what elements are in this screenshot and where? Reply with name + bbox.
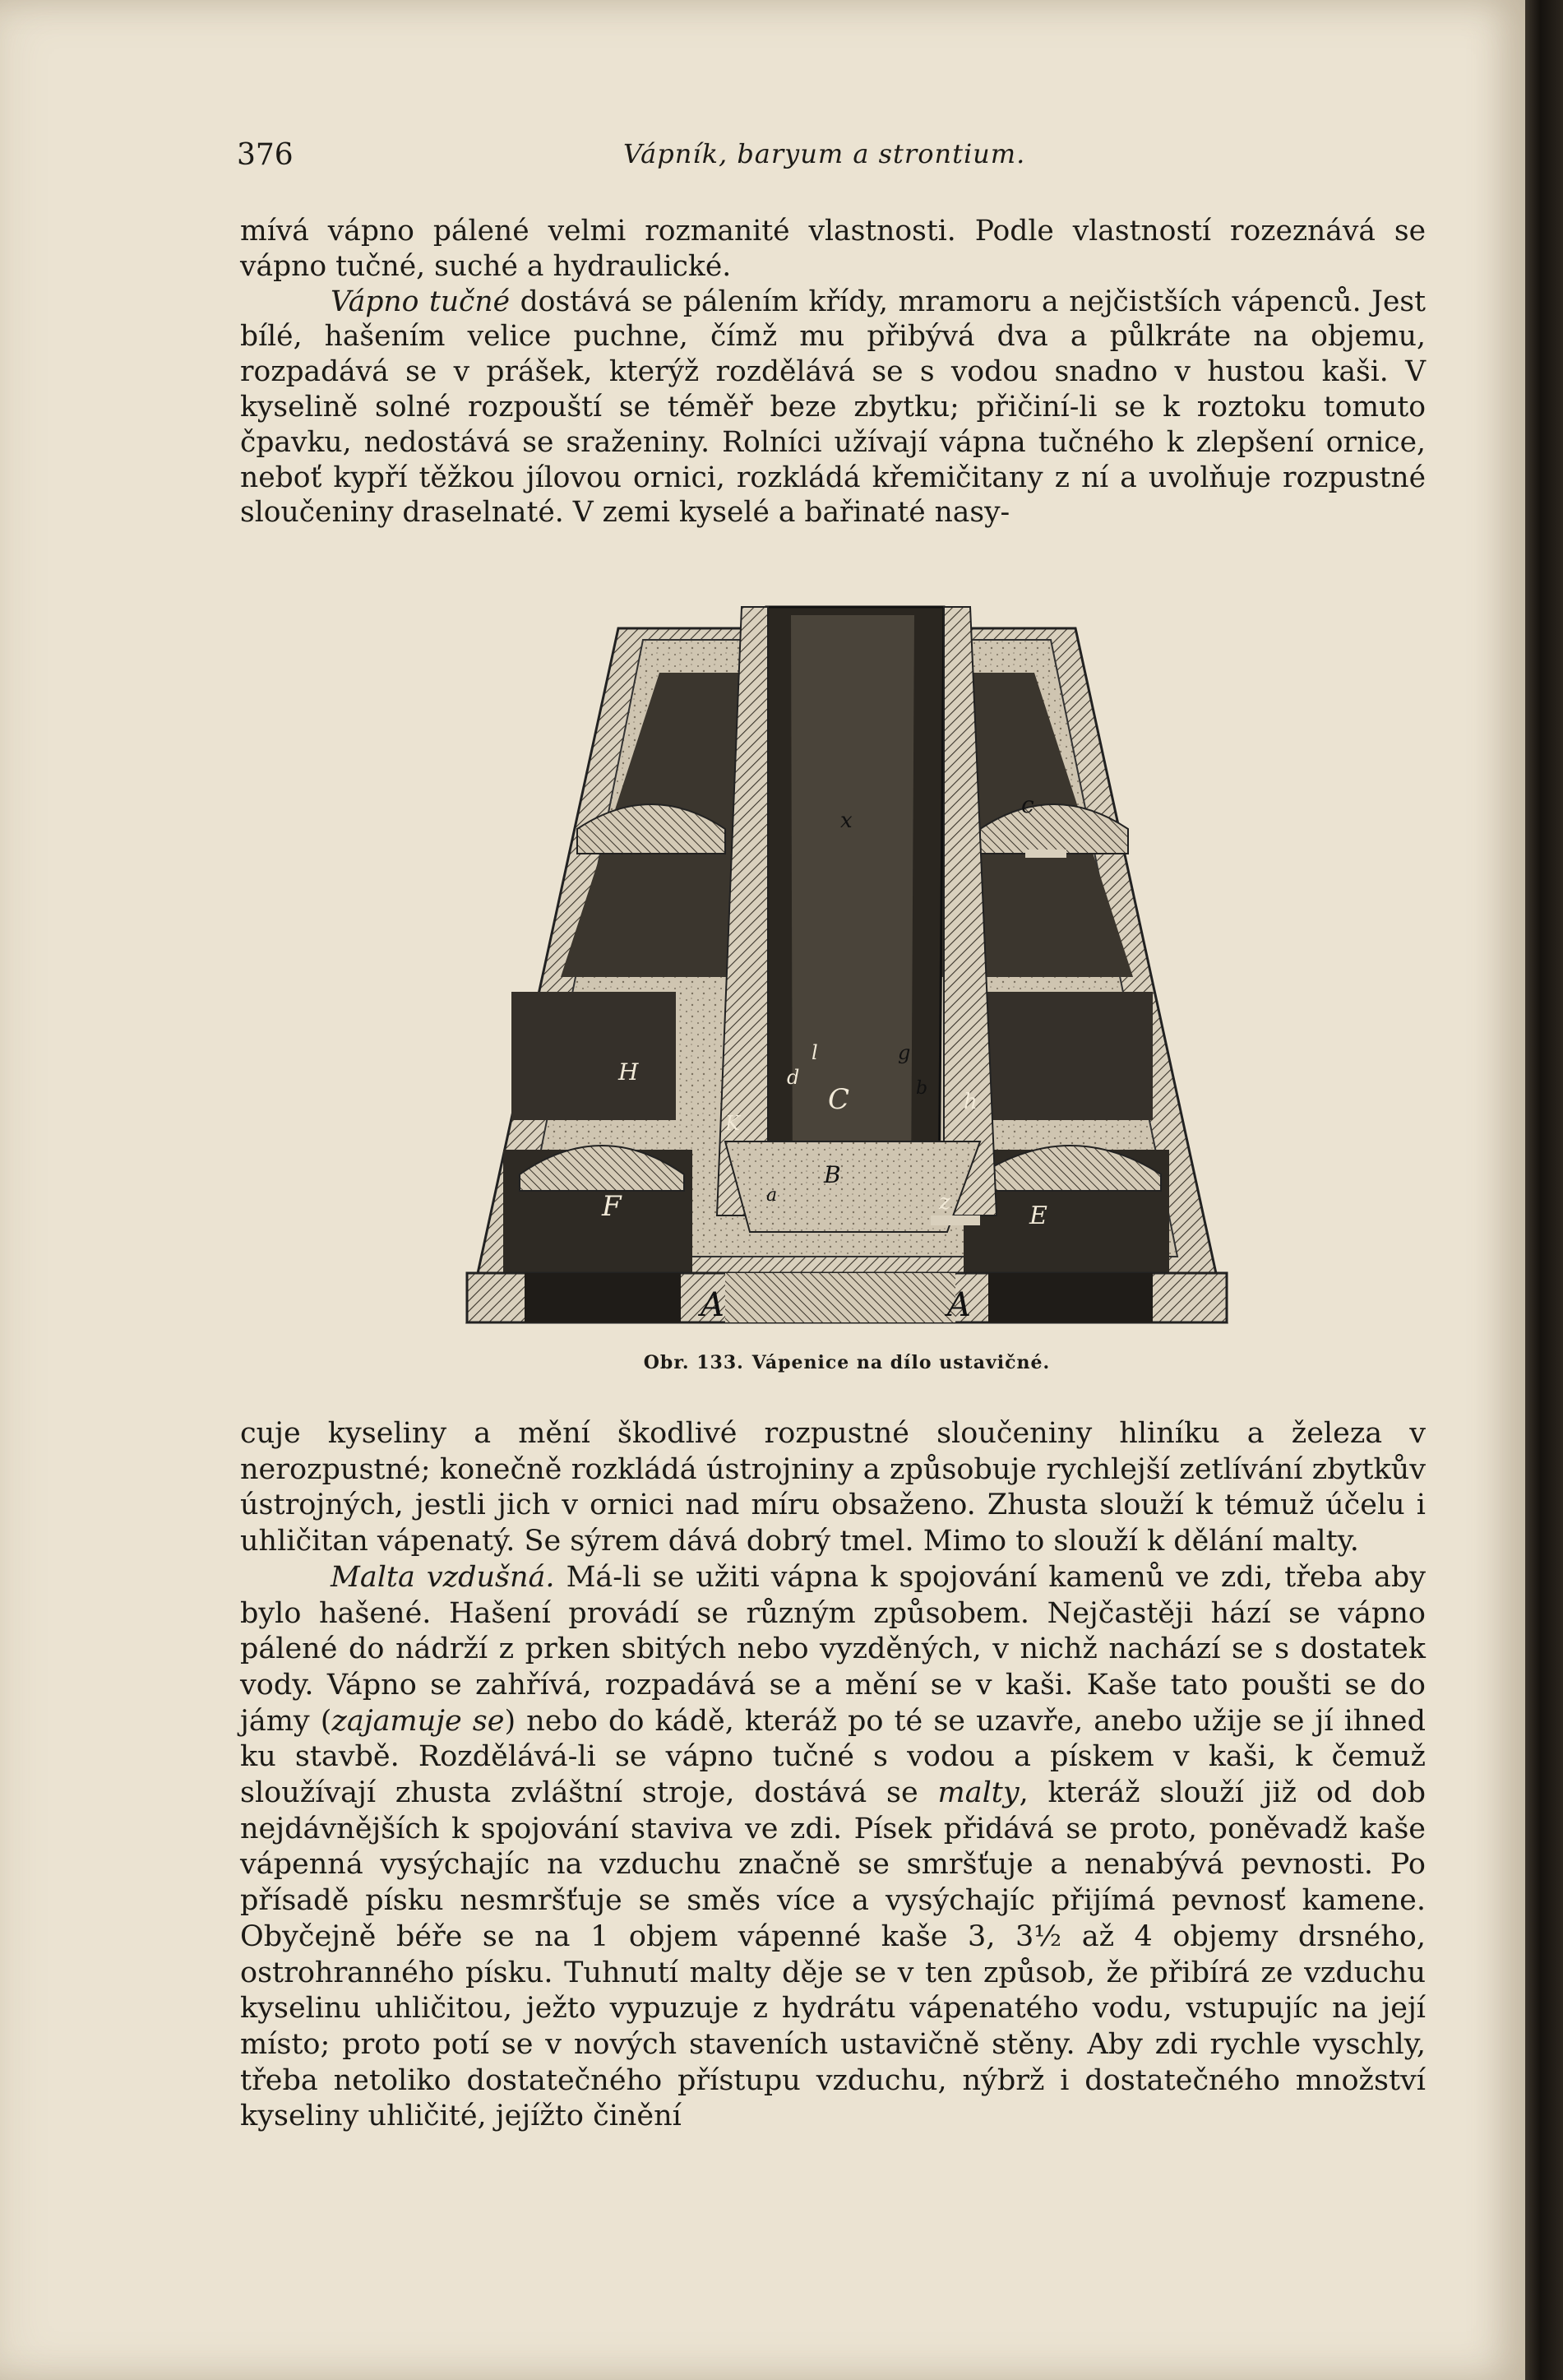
figure-caption: [444, 1352, 1250, 1373]
label-h: h: [964, 1090, 978, 1114]
paragraph-3: cuje kyseliny a mění škodlivé rozpustné sloučeniny hliníku a železa v nerozpustné; konečně rozkládá ústrojniny a způsobuje rychlejší zetlívání zbytkův ústrojných, jestli jich v ornici nad míru obsaženo. Zhusta slouží k témuž účelu i uhličitan vápenatý. Se sýrem dává dobrý tmel. Mimo to slouží k dělání malty.: [240, 1417, 1426, 1558]
paragraph-4-text-b: ) nebo do kádě, kteráž po té se uzavře, anebo užije se jí ihned ku stavbě. Rozdělává-li se vápno tučné s vodou a pískem v kaši, k čemuž sloužívají zhusta zvláštní stroje, dostává se: [240, 1704, 1426, 1810]
label-a: a: [766, 1185, 778, 1206]
paragraph-4: [240, 1560, 1426, 2135]
text-block-top: [240, 214, 1426, 530]
figure-number: Obr. 133.: [643, 1352, 744, 1373]
label-z: z: [939, 1190, 950, 1215]
kiln-illustration: [454, 582, 1240, 1336]
base-opening-right: [988, 1273, 1153, 1322]
label-d: d: [787, 1066, 800, 1089]
label-g: g: [898, 1041, 911, 1064]
book-spine-edge: [1525, 0, 1563, 2380]
chamber-right-mid: [980, 992, 1153, 1120]
paragraph-2: [240, 285, 1426, 531]
chamber-H: [511, 992, 676, 1120]
opening-z: [931, 1215, 980, 1225]
running-title: Vápník, baryum a strontium.: [623, 138, 1026, 169]
label-E: E: [1029, 1202, 1047, 1230]
text-block-bottom: [240, 1416, 1426, 2135]
opening-c: [1025, 850, 1066, 858]
term-malty: malty: [937, 1776, 1020, 1810]
label-A-left: A: [701, 1286, 724, 1324]
label-x: x: [840, 808, 853, 833]
label-c: c: [1021, 791, 1034, 818]
label-K: K: [725, 1112, 740, 1135]
figure-lime-kiln: [454, 582, 1240, 1336]
page-header: [237, 138, 1421, 176]
label-b: b: [916, 1078, 928, 1099]
label-C: C: [828, 1083, 850, 1116]
term-vapno-tucne: Vápno tučné: [331, 285, 511, 318]
paragraph-4-text-a: Má-li se užiti vápna k spojování kamenů ve zdi, třeba aby bylo hašené. Hašení provádí se různým způsobem. Nejčastěji hází se vápno pálené do nádrží z prken sbitých nebo vyzděných, v nichž nachází se s dostatek vody. Vápno se zahřívá, rozpadává se a mění se v kaši. Kaše tato poušti se do jámy (: [240, 1560, 1426, 1738]
label-A-right: A: [947, 1286, 971, 1324]
figure-title: Vápenice na dílo ustavičné.: [751, 1352, 1051, 1373]
paragraph-1: mívá vápno pálené velmi rozmanité vlastnosti. Podle vlastností rozeznává se vápno tučné, suché a hydraulické.: [240, 215, 1426, 283]
label-B: B: [824, 1161, 841, 1188]
page-number: 376: [237, 138, 294, 172]
shaft-inner: [791, 615, 914, 1191]
base-opening-left: [525, 1273, 681, 1322]
paragraph-2-text: dostává se pálením křídy, mramoru a nejčistších vápenců. Jest bílé, hašením velice puchne, čímž mu přibývá dva a půlkráte na objemu, rozpadává se v prášek, kterýž rozdělává se s vodou snadno v hustou kaši. V kyselině solné rozpouští se téměř beze zbytku; přičiní-li se k roztoku tomuto čpavku, nedostává se sraženiny. Rolníci užívají vápna tučného k zlepšení ornice, neboť kypří těžkou jílovou ornici, rozkládá křemičitany z ní a uvolňuje rozpustné sloučeniny draselnaté. V zemi kyselé a bařinaté nasy-: [240, 285, 1426, 530]
base-arch-left: [725, 1273, 955, 1322]
label-H: H: [618, 1058, 639, 1086]
term-malta-vzdusna: Malta vzdušná.: [331, 1560, 555, 1594]
paragraph-4-text-c: , kteráž slouží již od dob nejdávnějších k spojování staviva ve zdi. Písek přidává se proto, poněvadž kaše vápenná vysýchajíc na vzduchu značně se smršťuje a nenabývá pevnosti. Po přísadě písku nesmršťuje se směs více a vysýchajíc přijímá pevnosť kamene. Obyčejně béře se na 1 objem vápenné kaše 3, 3½ až 4 objemy drsného, ostrohranného písku. Tuhnutí malty děje se v ten způsob, že přibírá ze vzduchu kyselinu uhličitou, ježto vypuzuje z hydrátu vápenatého vodu, vstupujíc na její místo; proto potí se v nových staveních ustavičně stěny. Aby zdi rychle vyschly, třeba netoliko dostatečného přístupu vzduchu, nýbrž i dostatečného množství kyseliny uhličité, jejížto činění: [240, 1776, 1427, 2133]
term-zajamuje: zajamuje se: [331, 1704, 505, 1738]
label-l: l: [812, 1041, 818, 1064]
label-F: F: [602, 1190, 622, 1223]
